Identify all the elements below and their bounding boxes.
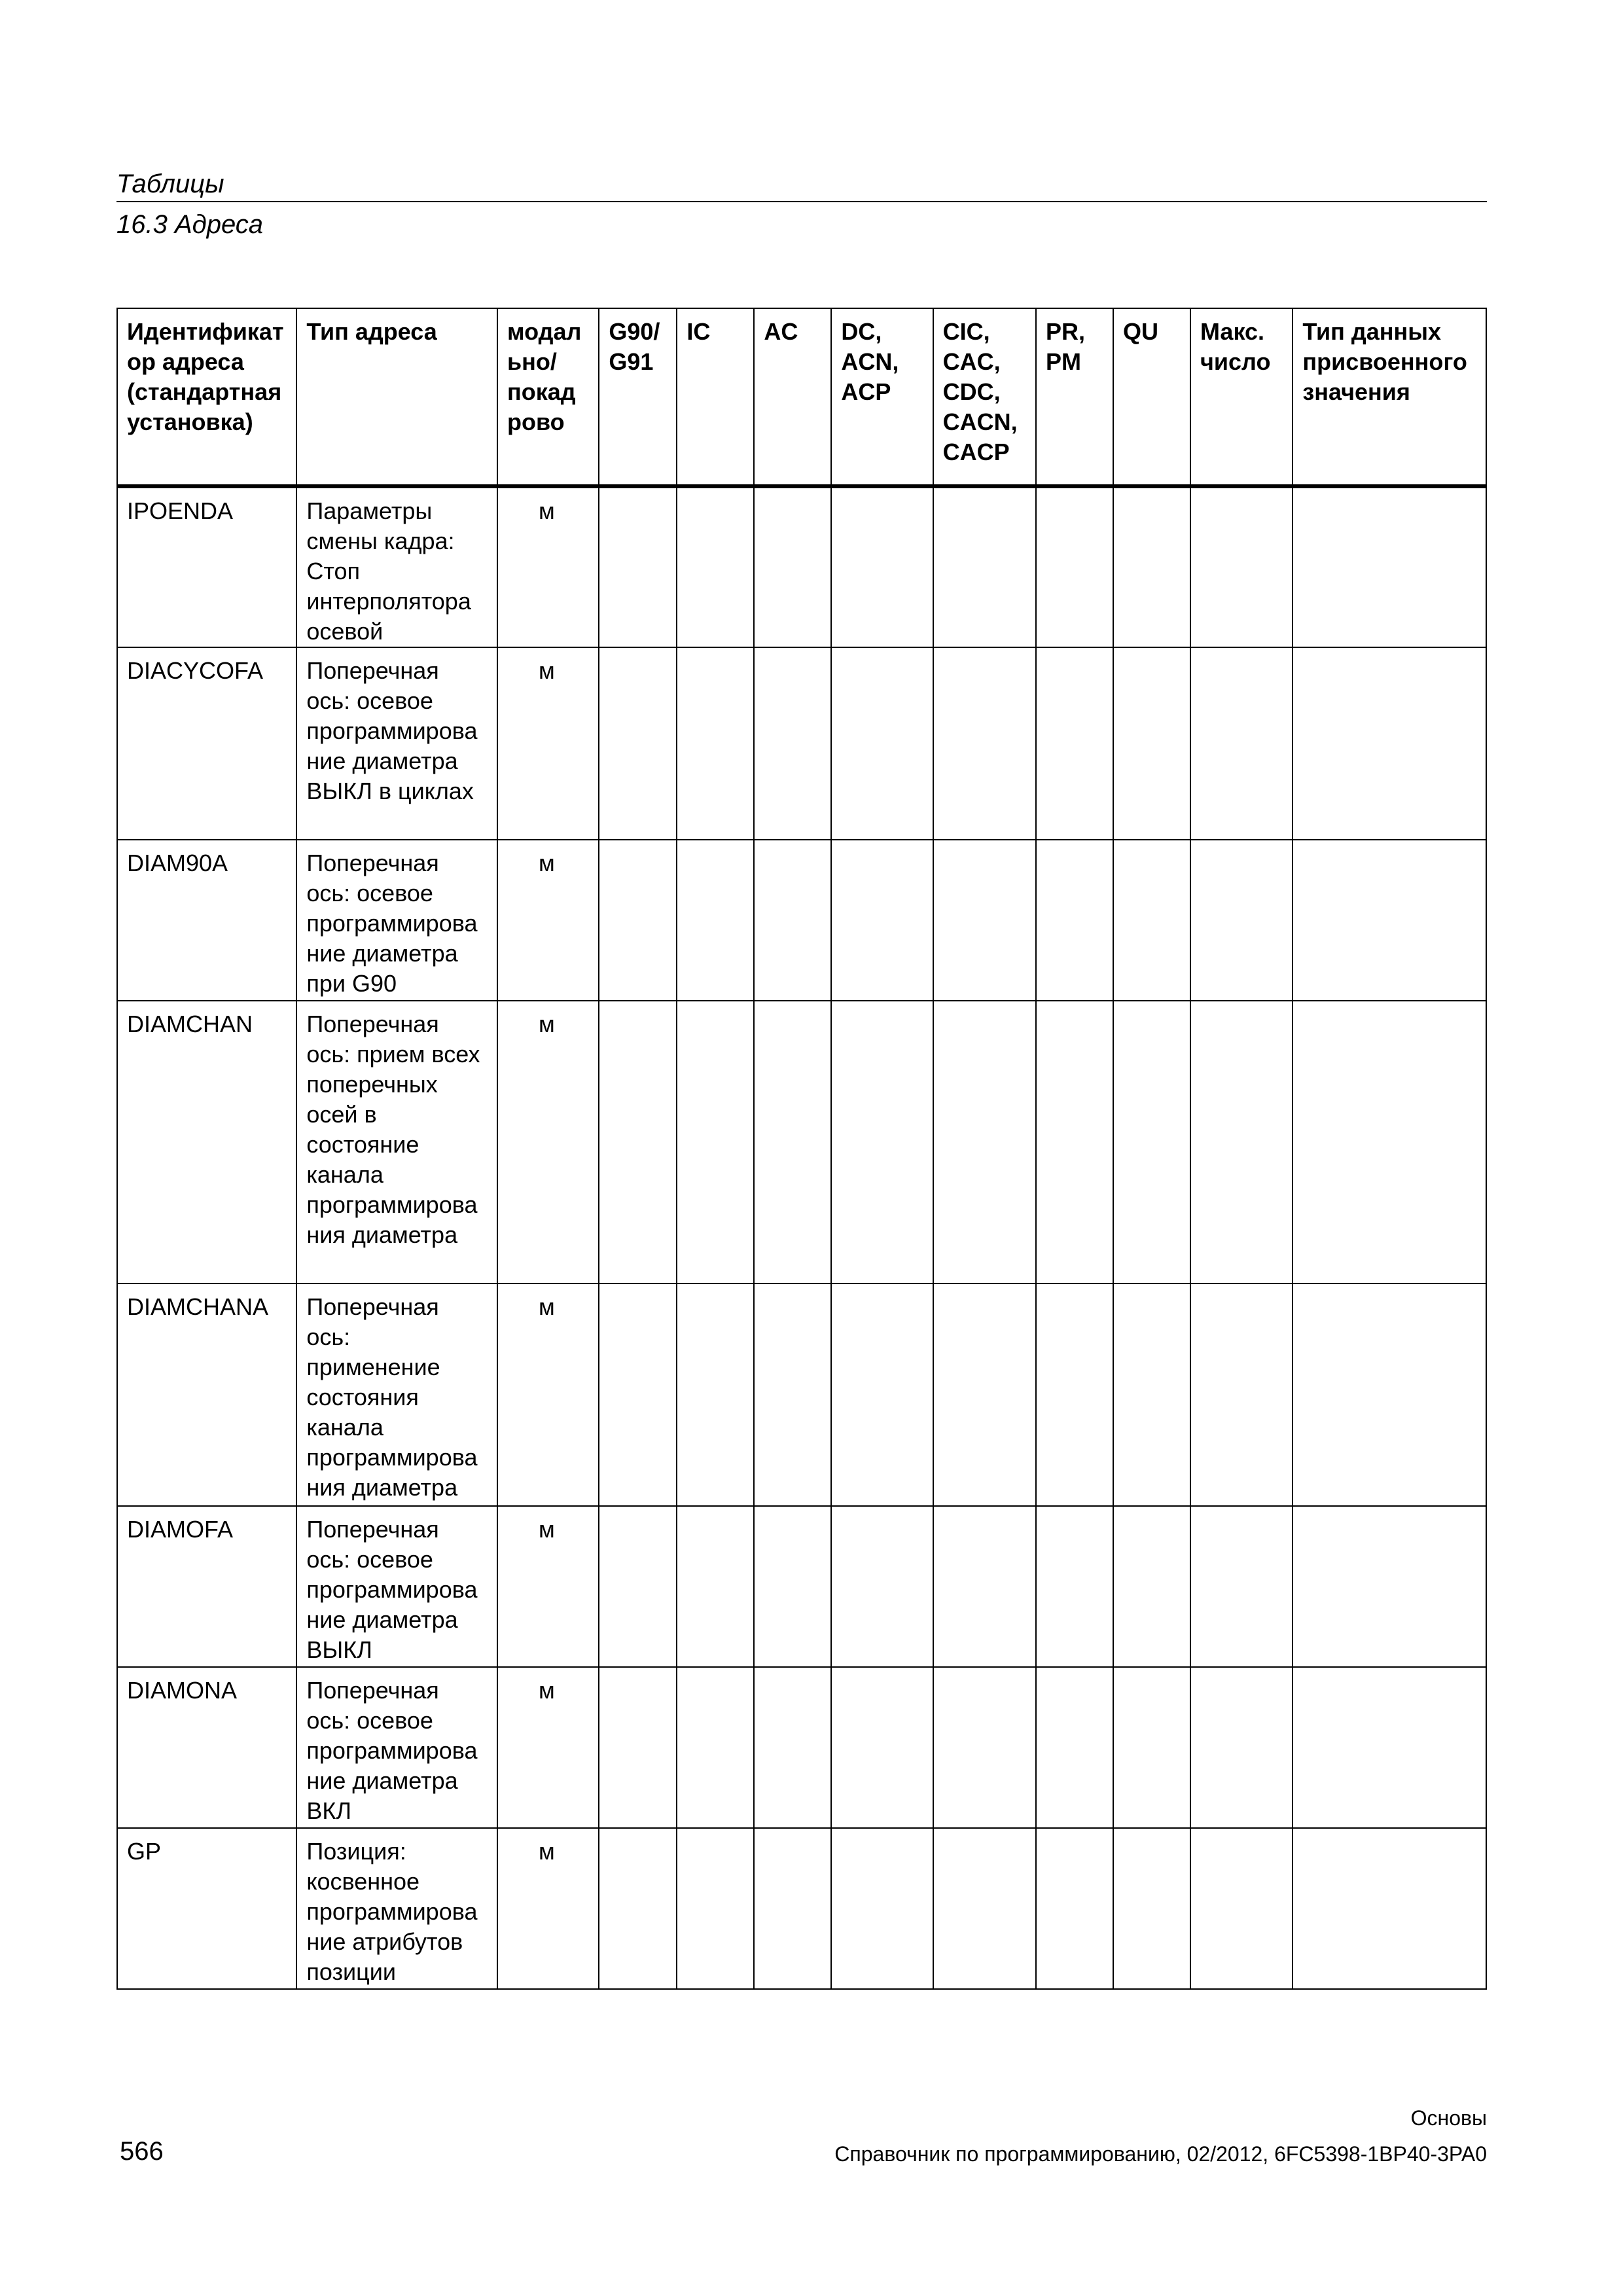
cell-empty [933, 1506, 1036, 1667]
cell-empty [1036, 1283, 1113, 1506]
table-body [117, 486, 1486, 1989]
cell-identifier: DIAM90A [117, 840, 296, 1001]
table-header-row [117, 308, 1486, 486]
cell-empty [933, 1001, 1036, 1283]
cell-empty [1113, 1001, 1190, 1283]
cell-empty [677, 647, 754, 840]
table-row [117, 1001, 1486, 1283]
cell-empty [1190, 647, 1293, 840]
table-row [117, 647, 1486, 840]
header-pr-pm: PR, PM [1036, 308, 1113, 486]
cell-empty [1113, 1283, 1190, 1506]
cell-empty [677, 840, 754, 1001]
cell-empty [1113, 1667, 1190, 1828]
header-dc: DC, ACN, ACP [831, 308, 933, 486]
cell-empty [831, 486, 933, 647]
chapter-title: Таблицы [116, 170, 224, 198]
cell-empty [933, 1828, 1036, 1989]
cell-empty [1113, 647, 1190, 840]
cell-empty [599, 1001, 677, 1283]
cell-empty [1113, 1506, 1190, 1667]
cell-empty [1293, 1828, 1486, 1989]
cell-empty [599, 486, 677, 647]
cell-address-type: Поперечная ось: осевое программирование диаметра при G90 [296, 840, 497, 1001]
cell-empty [1190, 840, 1293, 1001]
header-modal: модально/покадрово [497, 308, 599, 486]
cell-empty [599, 1667, 677, 1828]
table-row [117, 1506, 1486, 1667]
cell-empty [754, 1506, 831, 1667]
cell-identifier: DIAMCHANA [117, 1283, 296, 1506]
cell-identifier: DIAMCHAN [117, 1001, 296, 1283]
cell-address-type: Позиция: косвенное программирование атрибутов позиции [296, 1828, 497, 1989]
cell-empty [677, 1828, 754, 1989]
cell-empty [1293, 1283, 1486, 1506]
cell-empty [933, 1667, 1036, 1828]
cell-empty [599, 1506, 677, 1667]
cell-identifier: IPOENDA [117, 486, 296, 647]
cell-address-type: Поперечная ось: осевое программирование диаметра ВЫКЛ [296, 1506, 497, 1667]
cell-modal: м [497, 1828, 599, 1989]
cell-empty [677, 1001, 754, 1283]
cell-empty [933, 647, 1036, 840]
cell-address-type: Поперечная ось: прием всех поперечных осей в состояние канала программирования диаметра [296, 1001, 497, 1283]
cell-empty [1036, 1667, 1113, 1828]
cell-empty [1190, 486, 1293, 647]
cell-empty [831, 647, 933, 840]
header-divider [116, 201, 1487, 202]
cell-empty [1036, 840, 1113, 1001]
header-data-type: Тип данных присвоенного значения [1293, 308, 1486, 486]
cell-empty [1190, 1828, 1293, 1989]
cell-address-type: Параметры смены кадра: Стоп интерполятора осевой [296, 486, 497, 647]
cell-empty [1036, 1506, 1113, 1667]
header-ic: IC [677, 308, 754, 486]
cell-empty [933, 1283, 1036, 1506]
section-title: 16.3 Адреса [116, 210, 264, 239]
table-row [117, 486, 1486, 647]
cell-address-type: Поперечная ось: осевое программирование диаметра ВКЛ [296, 1667, 497, 1828]
cell-empty [1293, 647, 1486, 840]
cell-empty [1036, 486, 1113, 647]
cell-empty [933, 840, 1036, 1001]
page-number: 566 [120, 2137, 164, 2166]
cell-empty [1036, 1828, 1113, 1989]
cell-empty [754, 1828, 831, 1989]
cell-empty [831, 1828, 933, 1989]
cell-empty [1113, 486, 1190, 647]
footer-reference: Справочник по программированию, 02/2012, 6FC5398-1BP40-3PA0 [834, 2142, 1487, 2166]
cell-empty [754, 840, 831, 1001]
header-identifier: Идентификатор адреса (стандартная установка) [117, 308, 296, 486]
cell-empty [831, 840, 933, 1001]
cell-modal: м [497, 1001, 599, 1283]
cell-empty [677, 486, 754, 647]
cell-modal: м [497, 840, 599, 1001]
cell-empty [754, 1667, 831, 1828]
cell-modal: м [497, 1667, 599, 1828]
header-g90-g91: G90/ G91 [599, 308, 677, 486]
cell-empty [599, 1283, 677, 1506]
footer-book-title: Основы [1410, 2106, 1487, 2130]
cell-empty [677, 1506, 754, 1667]
table-row [117, 1667, 1486, 1828]
cell-empty [1293, 1667, 1486, 1828]
cell-empty [831, 1506, 933, 1667]
cell-empty [1113, 840, 1190, 1001]
cell-identifier: GP [117, 1828, 296, 1989]
cell-empty [831, 1667, 933, 1828]
cell-empty [831, 1001, 933, 1283]
cell-empty [599, 647, 677, 840]
cell-empty [677, 1283, 754, 1506]
header-cic: CIC, CAC, CDC, CACN, CACP [933, 308, 1036, 486]
cell-modal: м [497, 1283, 599, 1506]
cell-modal: м [497, 1506, 599, 1667]
cell-identifier: DIAMONA [117, 1667, 296, 1828]
table-row [117, 1283, 1486, 1506]
cell-empty [1113, 1828, 1190, 1989]
header-ac: AC [754, 308, 831, 486]
header-address-type: Тип адреса [296, 308, 497, 486]
cell-empty [754, 647, 831, 840]
cell-empty [677, 1667, 754, 1828]
cell-empty [1293, 1001, 1486, 1283]
header-qu: QU [1113, 308, 1190, 486]
address-table [116, 308, 1487, 1990]
cell-empty [1036, 647, 1113, 840]
table-row [117, 840, 1486, 1001]
cell-empty [1190, 1001, 1293, 1283]
cell-empty [599, 1828, 677, 1989]
cell-empty [1190, 1667, 1293, 1828]
cell-empty [754, 1283, 831, 1506]
cell-empty [831, 1283, 933, 1506]
cell-empty [1293, 840, 1486, 1001]
cell-empty [1036, 1001, 1113, 1283]
cell-empty [1190, 1283, 1293, 1506]
cell-empty [933, 486, 1036, 647]
header-max-count: Макс. число [1190, 308, 1293, 486]
cell-empty [754, 1001, 831, 1283]
cell-empty [754, 486, 831, 647]
cell-address-type: Поперечная ось: осевое программирование диаметра ВЫКЛ в циклах [296, 647, 497, 840]
cell-empty [1293, 1506, 1486, 1667]
cell-empty [1293, 486, 1486, 647]
cell-empty [599, 840, 677, 1001]
cell-modal: м [497, 486, 599, 647]
cell-modal: м [497, 647, 599, 840]
cell-empty [1190, 1506, 1293, 1667]
cell-address-type: Поперечная ось: применение состояния канала программирования диаметра [296, 1283, 497, 1506]
cell-identifier: DIAMOFA [117, 1506, 296, 1667]
cell-identifier: DIACYCOFA [117, 647, 296, 840]
table-row [117, 1828, 1486, 1989]
